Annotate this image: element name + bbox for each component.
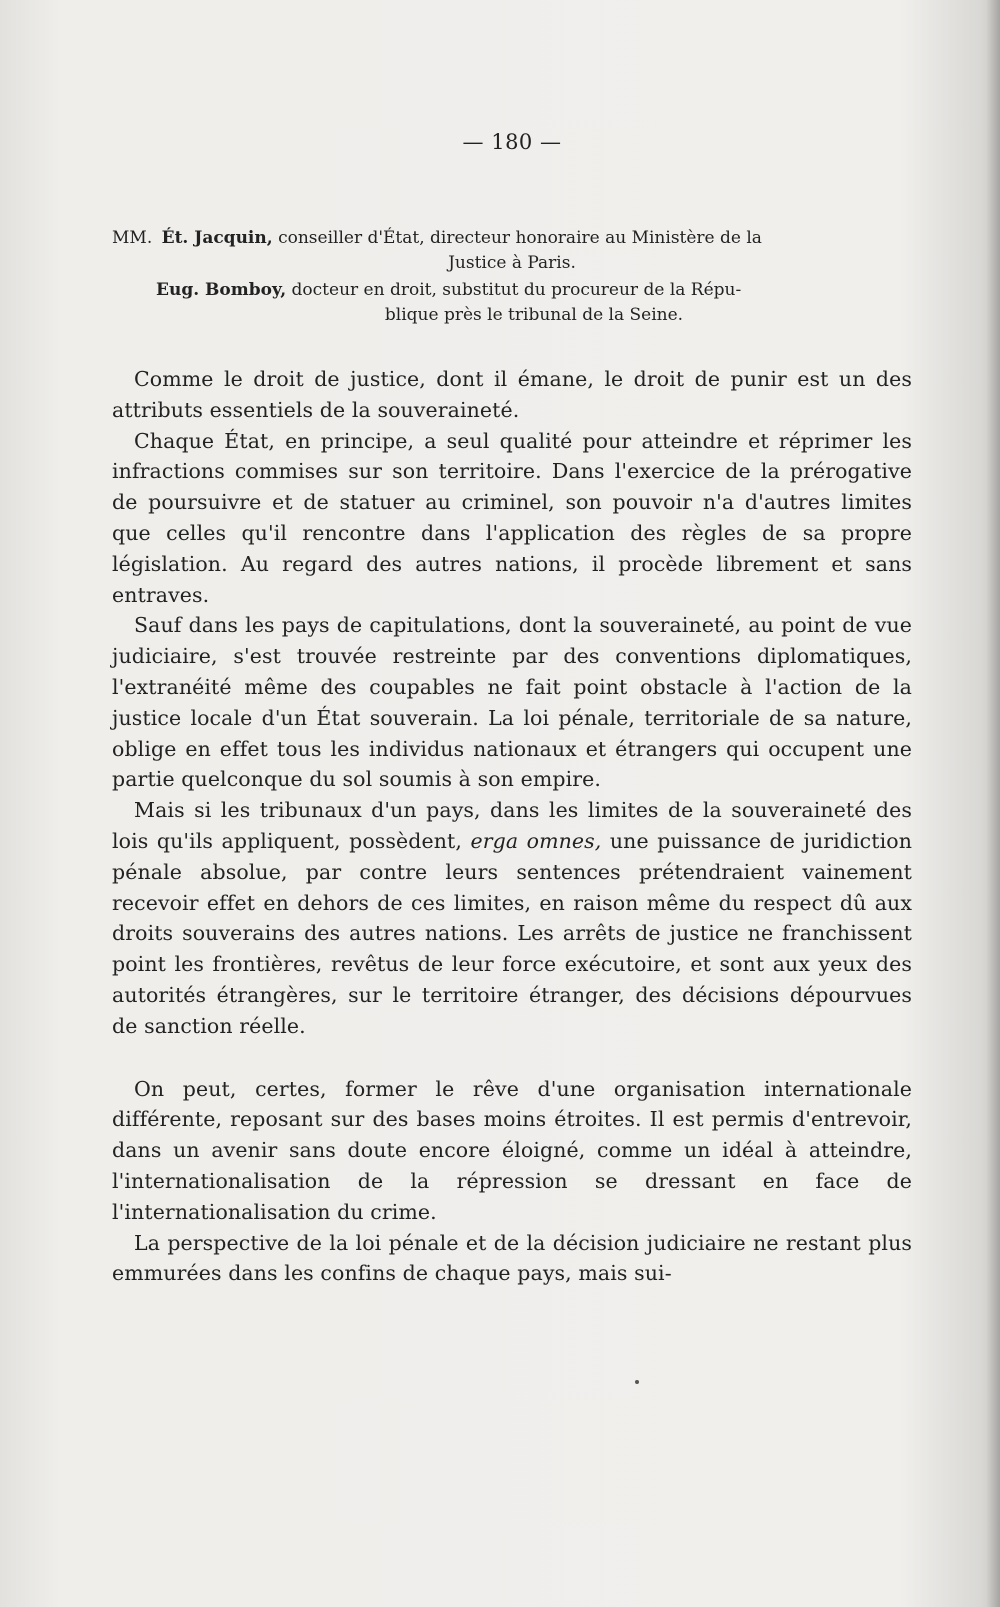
paragraph: On peut, certes, former le rêve d'une organisation internationale différente, reposant sur des bases moins étroites. Il est permis d'entrevoir, dans un avenir sans doute encore éloigné, comme un idéal à atteindre, l'internationalisation de la répression se dressant en face de l'internationalisation du crime. [112, 1076, 912, 1224]
member-entry [112, 278, 912, 328]
paragraph: Comme le droit de justice, dont il émane, le droit de punir est un des attributs essentiels de la souveraineté. [112, 367, 912, 422]
page-text [112, 130, 912, 1289]
paragraph: Chaque État, en principe, a seul qualité pour atteindre et réprimer les infractions commises sur son territoire. Dans l'exercice de la prérogative de poursuivre et de statuer au criminel, son pouvoir n'a d'autres limites que celles qu'il rencontre dans l'application des règles de sa propre législation. Au regard des autres nations, il procède librement et sans entraves. [112, 428, 912, 607]
paragraph-text: Mais si les tribunaux d'un pays, dans les limites de la souveraineté des lois qu'ils appliquent, possèdent, [112, 798, 912, 853]
member-list [112, 226, 912, 328]
paragraph-text: une puissance de juridiction pénale absolue, par contre leurs sentences prétendraient vainement recevoir effet en dehors de ces limites, en raison même du respect dû aux droits souverains des autres nations. Les arrêts de justice ne franchissent point les frontières, revêtus de leur force exécutoire, et sont aux yeux des autorités étrangères, sur le territoire étranger, des décisions dépourvues de sanction réelle. [112, 828, 913, 1038]
member-role: docteur en droit, substitut du procureur de la Répu- [291, 280, 742, 300]
paragraph [112, 795, 912, 1041]
page-edge-shadow [986, 0, 1000, 1607]
page-number: — 180 — [462, 130, 562, 154]
ink-speck [635, 1380, 639, 1384]
member-honorific: MM. [112, 228, 153, 248]
member-name: Eug. Bomboy, [156, 280, 287, 300]
member-entry [112, 226, 912, 276]
paragraph: La perspective de la loi pénale et de la décision judiciaire ne restant plus emmurées dans les confins de chaque pays, mais sui- [112, 1230, 912, 1286]
latin-phrase: erga omnes, [470, 828, 602, 853]
member-role: conseiller d'État, directeur honoraire au Ministère de la [278, 228, 762, 248]
member-role-continuation: Justice à Paris. [448, 253, 576, 273]
member-role-continuation: blique près le tribunal de la Seine. [384, 305, 684, 325]
paragraph: Sauf dans les pays de capitulations, dont la souveraineté, au point de vue judiciaire, s'est trouvée restreinte par des conventions diplomatiques, l'extranéité même des coupables ne fait point obstacle à l'action de la justice locale d'un État souverain. La loi pénale, territoriale de sa nature, oblige en effet tous les individus nationaux et étrangers qui occupent une partie quelconque du sol soumis à son empire. [112, 613, 912, 792]
member-name: Ét. Jacquin, [161, 228, 273, 248]
